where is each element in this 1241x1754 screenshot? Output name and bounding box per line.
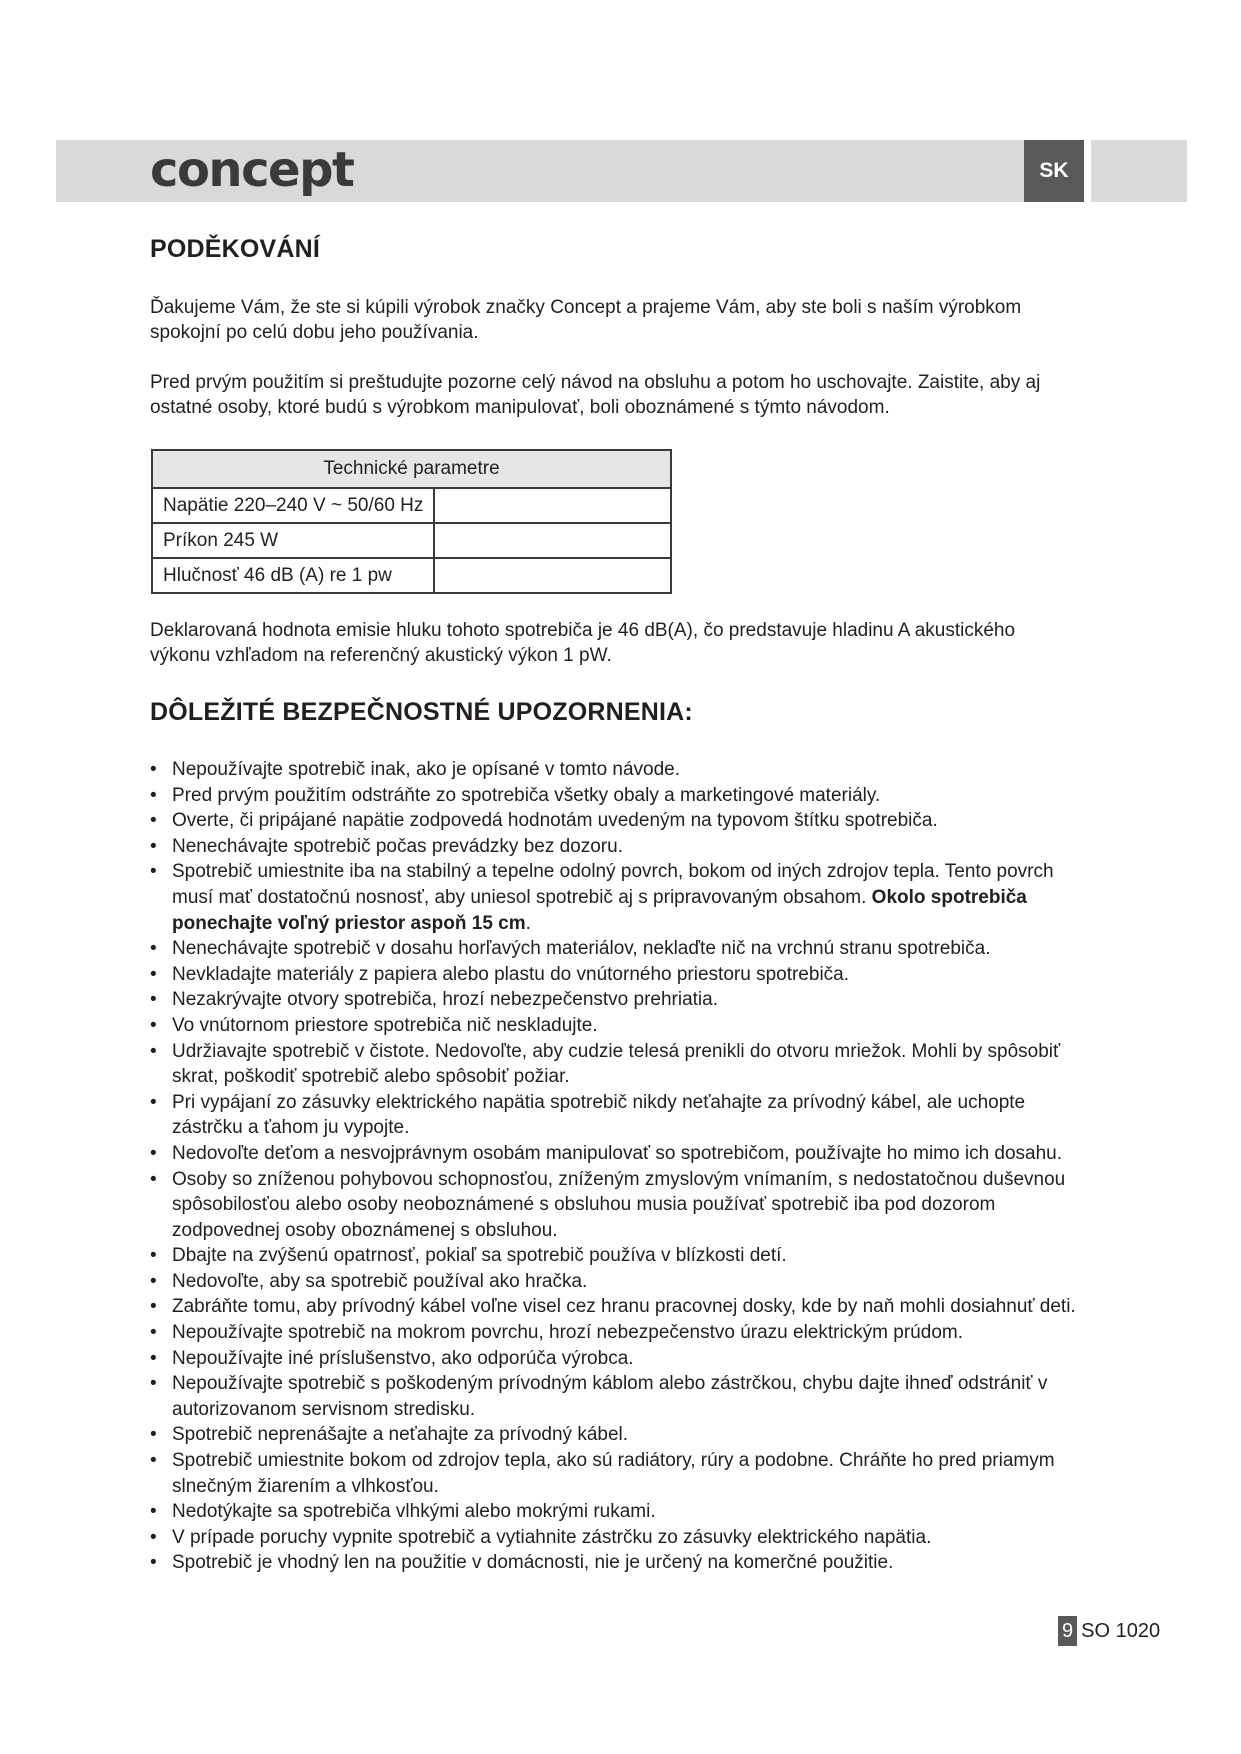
table-cell-empty: [434, 488, 671, 523]
list-item: • Pri vypájaní zo zásuvky elektrického napätia spotrebič nikdy neťahajte za prívodný kábel, ale uchopte zástrčku a ťahom ju vypojte.: [150, 1090, 1090, 1141]
list-item: • Nedovoľte, aby sa spotrebič používal ako hračka.: [150, 1269, 1090, 1295]
list-item: • Nepoužívajte spotrebič na mokrom povrchu, hrozí nebezpečenstvo úrazu elektrickým prúdom.: [150, 1320, 1090, 1346]
safety-warnings-list: [150, 757, 1090, 1576]
page-footer: [1058, 1616, 1160, 1646]
page-number: 9: [1058, 1616, 1077, 1646]
param-power: Príkon 245 W: [152, 523, 434, 558]
list-item: • Osoby so zníženou pohybovou schopnosťou, zníženým zmyslovým vnímaním, s nedostatočnou duševnou spôsobilosťou alebo osoby neoboznámené s obsluhou musia používať spotrebič iba pod dozorom zodpovednej osoby oboznámenej s obsluhou.: [150, 1167, 1090, 1244]
list-item: • Nedotýkajte sa spotrebiča vlhkými alebo mokrými rukami.: [150, 1499, 1090, 1525]
table-row: [152, 523, 671, 558]
list-item: • Pred prvým použitím odstráňte zo spotrebiča všetky obaly a marketingové materiály.: [150, 783, 1090, 809]
thanks-title: PODĚKOVÁNÍ: [150, 235, 321, 263]
thanks-paragraph-1: Ďakujeme Vám, že ste si kúpili výrobok značky Concept a prajeme Vám, aby ste boli s naším výrobkom spokojní po celú dobu jeho používania.: [150, 297, 1022, 343]
safety-title: DÔLEŽITÉ BEZPEČNOSTNÉ UPOZORNENIA:: [150, 698, 693, 726]
list-item: • Spotrebič umiestnite bokom od zdrojov tepla, ako sú radiátory, rúry a podobne. Chráňte ho pred priamym slnečným žiarením a vlhkosťou.: [150, 1448, 1090, 1499]
thanks-paragraph-2: Pred prvým použitím si preštudujte pozorne celý návod na obsluhu a potom ho uschovajte. Zaistite, aby aj ostatné osoby, ktoré budú s výrobkom manipulovať, boli oboznámené s týmto návodom.: [150, 372, 1041, 418]
list-item: • Dbajte na zvýšenú opatrnosť, pokiaľ sa spotrebič používa v blízkosti detí.: [150, 1243, 1090, 1269]
concept-logo: concept: [150, 142, 354, 198]
language-badge: SK: [1024, 140, 1084, 202]
technical-parameters-table: [151, 449, 672, 594]
noise-note: Deklarovaná hodnota emisie hluku tohoto spotrebiča je 46 dB(A), čo predstavuje hladinu A akustického výkonu vzhľadom na referenčný akustický výkon 1 pW.: [150, 620, 1016, 666]
list-item: • Zabráňte tomu, aby prívodný kábel voľne visel cez hranu pracovnej dosky, kde by naň mohli dosiahnuť deti.: [150, 1294, 1090, 1320]
table-row: [152, 488, 671, 523]
list-item: • Nepoužívajte spotrebič inak, ako je opísané v tomto návode.: [150, 757, 1090, 783]
header-bar-right: [1091, 140, 1187, 202]
list-item: • Nepoužívajte spotrebič s poškodeným prívodným káblom alebo zástrčkou, chybu dajte ihneď odstrániť v autorizovanom servisnom stredisku.: [150, 1371, 1090, 1422]
list-item: • Nezakrývajte otvory spotrebiča, hrozí nebezpečenstvo prehriatia.: [150, 987, 1090, 1013]
list-item: • Vo vnútornom priestore spotrebiča nič neskladujte.: [150, 1013, 1090, 1039]
list-item: • Nedovoľte deťom a nesvojprávnym osobám manipulovať so spotrebičom, používajte ho mimo ich dosahu.: [150, 1141, 1090, 1167]
list-item: • Udržiavajte spotrebič v čistote. Nedovoľte, aby cudzie telesá prenikli do otvoru mriežok. Mohli by spôsobiť skrat, poškodiť spotrebič alebo spôsobiť požiar.: [150, 1039, 1090, 1090]
list-item: • Spotrebič neprenášajte a neťahajte za prívodný kábel.: [150, 1422, 1090, 1448]
list-item: • Spotrebič je vhodný len na použitie v domácnosti, nie je určený na komerčné použitie.: [150, 1550, 1090, 1576]
table-row: [152, 558, 671, 593]
table-title: Technické parametre: [152, 450, 671, 488]
list-item: • Nepoužívajte iné príslušenstvo, ako odporúča výrobca.: [150, 1346, 1090, 1372]
model-number: SO 1020: [1081, 1619, 1161, 1642]
table-cell-empty: [434, 523, 671, 558]
list-item: • Nenechávajte spotrebič v dosahu horľavých materiálov, neklaďte nič na vrchnú stranu spotrebiča.: [150, 936, 1090, 962]
list-item: • Nevkladajte materiály z papiera alebo plastu do vnútorného priestoru spotrebiča.: [150, 962, 1090, 988]
list-item: • Nenechávajte spotrebič počas prevádzky bez dozoru.: [150, 834, 1090, 860]
list-item: • V prípade poruchy vypnite spotrebič a vytiahnite zástrčku zo zásuvky elektrického napätia.: [150, 1525, 1090, 1551]
table-header-row: [152, 450, 671, 488]
table-cell-empty: [434, 558, 671, 593]
param-noise: Hlučnosť 46 dB (A) re 1 pw: [152, 558, 434, 593]
bold-clearance-note: Okolo spotrebiča ponechajte voľný priestor aspoň 15 cm: [172, 886, 1027, 934]
list-item: • Spotrebič umiestnite iba na stabilný a tepelne odolný povrch, bokom od iných zdrojov tepla. Tento povrch musí mať dostatočnú nosnosť, aby uniesol spotrebič aj s pripravovaným obsahom. Okolo spotrebiča ponechajte voľný priestor aspoň 15 cm.: [150, 859, 1090, 936]
param-voltage: Napätie 220–240 V ~ 50/60 Hz: [152, 488, 434, 523]
list-item: • Overte, či pripájané napätie zodpovedá hodnotám uvedeným na typovom štítku spotrebiča.: [150, 808, 1090, 834]
